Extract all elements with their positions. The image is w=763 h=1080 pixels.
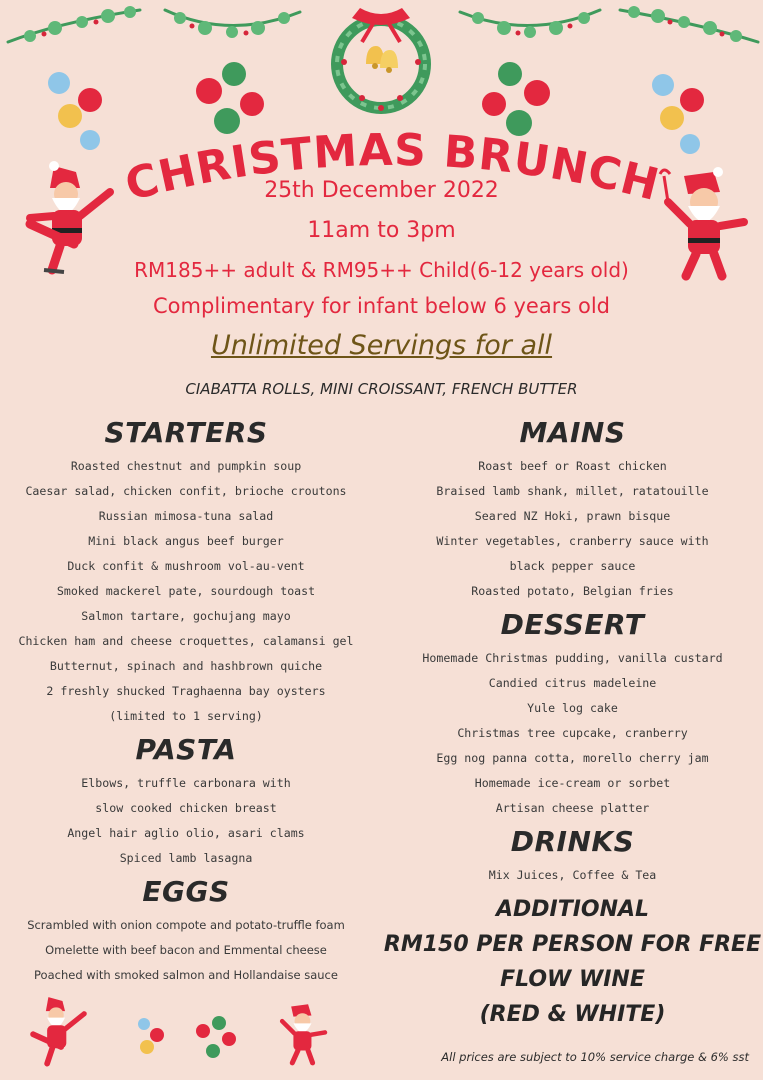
section-heading-pasta: PASTA: [135, 733, 237, 766]
waving-santa-icon: [272, 998, 334, 1068]
menu-item: Yule log cake: [527, 701, 618, 715]
menu-item: Russian mimosa-tuna salad: [98, 509, 274, 523]
pasta-list: [0, 771, 372, 871]
section-heading-starters: STARTERS: [104, 416, 268, 449]
menu-item: Christmas tree cupcake, cranberry: [457, 726, 688, 740]
bauble-ornament-icon: [196, 1024, 210, 1038]
menu-item: Omelette with beef bacon and Emmental cheese: [45, 943, 327, 957]
bauble-ornament-icon: [196, 78, 222, 104]
bauble-ornament-icon: [222, 1032, 236, 1046]
menu-item: Braised lamb shank, millet, ratatouille: [436, 484, 709, 498]
additional-line: ADDITIONAL: [495, 897, 650, 922]
section-heading-dessert: DESSERT: [500, 608, 645, 641]
unlimited-servings: Unlimited Servings for all: [210, 330, 553, 361]
bauble-ornament-icon: [524, 80, 550, 106]
skating-santa-icon: [22, 992, 94, 1070]
bauble-ornament-icon: [206, 1044, 220, 1058]
menu-item: Salmon tartare, gochujang mayo: [81, 609, 291, 623]
mains-list: [382, 454, 763, 604]
menu-item: 2 freshly shucked Traghaenna bay oysters: [46, 684, 326, 698]
menu-item: Spiced lamb lasagna: [119, 851, 253, 865]
menu-item: Smoked mackerel pate, sourdough toast: [56, 584, 316, 598]
menu-item: Artisan cheese platter: [495, 801, 650, 815]
left-column: [0, 412, 372, 988]
bauble-ornament-icon: [48, 72, 70, 94]
additional-line: FLOW WINE: [500, 967, 645, 992]
bauble-ornament-icon: [150, 1028, 164, 1042]
menu-item: Mix Juices, Coffee & Tea: [488, 868, 657, 882]
bauble-ornament-icon: [212, 1016, 226, 1030]
section-heading-drinks: DRINKS: [510, 825, 635, 858]
right-column: [382, 412, 763, 1032]
menu-item: Duck confit & mushroom vol-au-vent: [67, 559, 305, 573]
menu-item: Mini black angus beef burger: [88, 534, 284, 548]
menu-item: slow cooked chicken breast: [95, 801, 277, 815]
bauble-ornament-icon: [140, 1040, 154, 1054]
menu-item: Egg nog panna cotta, morello cherry jam: [436, 751, 709, 765]
additional-line: RM150 PER PERSON FOR FREE: [383, 932, 762, 957]
eggs-list: [0, 913, 372, 988]
menu-item: Elbows, truffle carbonara with: [81, 776, 291, 790]
price-footnote: All prices are subject to 10% service charge & 6% sst: [441, 1050, 749, 1064]
menu-item: Winter vegetables, cranberry sauce with: [436, 534, 709, 548]
dessert-list: [382, 646, 763, 821]
bauble-ornament-icon: [482, 92, 506, 116]
bell-wreath-icon: [322, 2, 440, 116]
event-date: 25th December 2022: [264, 178, 499, 203]
menu-item: black pepper sauce: [509, 559, 636, 573]
menu-item: Homemade Christmas pudding, vanilla custard: [422, 651, 723, 665]
page-title: CHRISTMAS BRUNCH: [120, 124, 665, 210]
event-time: 11am to 3pm: [307, 218, 456, 243]
starters-list: [0, 454, 372, 729]
menu-item: Homemade ice-cream or sorbet: [474, 776, 671, 790]
menu-item: Angel hair aglio olio, asari clams: [67, 826, 305, 840]
menu-item: Roasted chestnut and pumpkin soup: [70, 459, 302, 473]
additional-line: (RED & WHITE): [479, 1002, 666, 1027]
menu-item: Scrambled with onion compote and potato-truffle foam: [27, 918, 345, 932]
menu-item: Chicken ham and cheese croquettes, calamansi gel: [18, 634, 354, 648]
additional-wine-offer: [382, 892, 763, 1032]
drinks-list: [382, 863, 763, 888]
menu-item: (limited to 1 serving): [109, 709, 263, 723]
menu-item: Butternut, spinach and hashbrown quiche: [49, 659, 323, 673]
bauble-ornament-icon: [498, 62, 522, 86]
bauble-ornament-icon: [240, 92, 264, 116]
section-heading-mains: MAINS: [519, 416, 626, 449]
menu-item: Caesar salad, chicken confit, brioche croutons: [25, 484, 347, 498]
bauble-ornament-icon: [78, 88, 102, 112]
section-heading-eggs: EGGS: [142, 875, 230, 908]
menu-item: Poached with smoked salmon and Hollandaise sauce: [34, 968, 338, 982]
bauble-ornament-icon: [138, 1018, 150, 1030]
bauble-ornament-icon: [222, 62, 246, 86]
bread-line: CIABATTA ROLLS, MINI CROISSANT, FRENCH BUTTER: [185, 380, 578, 398]
menu-item: Seared NZ Hoki, prawn bisque: [474, 509, 671, 523]
menu-item: Candied citrus madeleine: [488, 676, 657, 690]
menu-item: Roasted potato, Belgian fries: [471, 584, 674, 598]
bauble-ornament-icon: [680, 88, 704, 112]
menu-item: Roast beef or Roast chicken: [478, 459, 667, 473]
bauble-ornament-icon: [652, 74, 674, 96]
event-price: RM185++ adult & RM95++ Child(6-12 years old): [134, 258, 629, 282]
infant-note: Complimentary for infant below 6 years old: [153, 294, 610, 318]
